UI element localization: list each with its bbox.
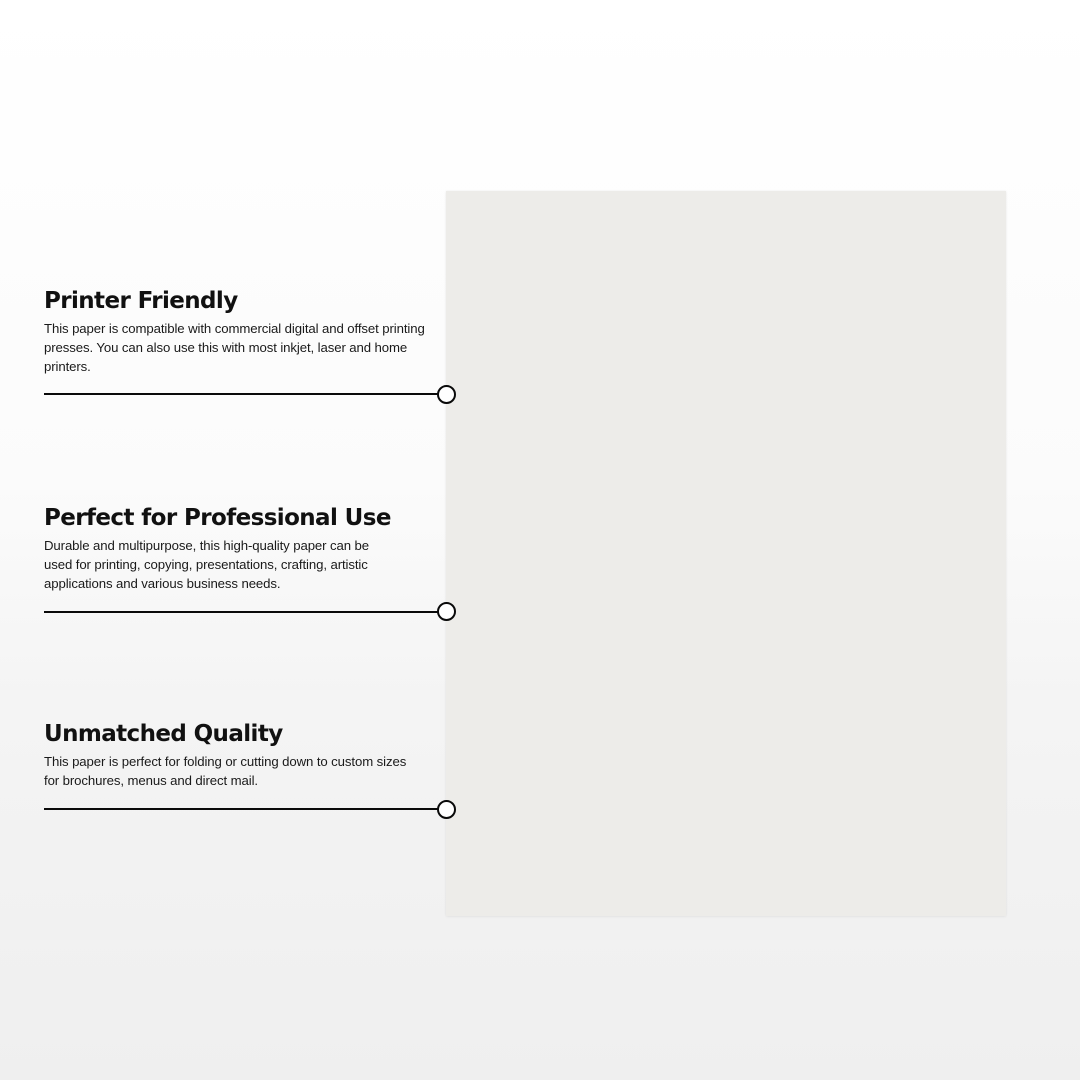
feature-description: This paper is perfect for folding or cutting down to custom sizes for brochures, menus and direct mail. <box>44 754 407 788</box>
feature-title: Printer Friendly <box>44 288 238 314</box>
feature-description: Durable and multipurpose, this high-quality paper can be used for printing, copying, presentations, crafting, artistic applications and various business needs. <box>44 538 370 591</box>
connector-line <box>44 808 439 810</box>
feature-title: Unmatched Quality <box>44 721 283 747</box>
connector-dot-icon <box>437 800 456 819</box>
feature-printer-friendly <box>44 287 444 376</box>
feature-unmatched-quality <box>44 720 444 790</box>
connector-line <box>44 611 439 613</box>
connector-dot-icon <box>437 602 456 621</box>
feature-title: Perfect for Professional Use <box>44 505 391 531</box>
paper-sheet <box>446 191 1006 916</box>
feature-professional-use <box>44 504 444 593</box>
feature-description: This paper is compatible with commercial digital and offset printing presses. You can also use this with most inkjet, laser and home printers. <box>44 321 425 374</box>
connector-dot-icon <box>437 385 456 404</box>
connector-line <box>44 393 439 395</box>
